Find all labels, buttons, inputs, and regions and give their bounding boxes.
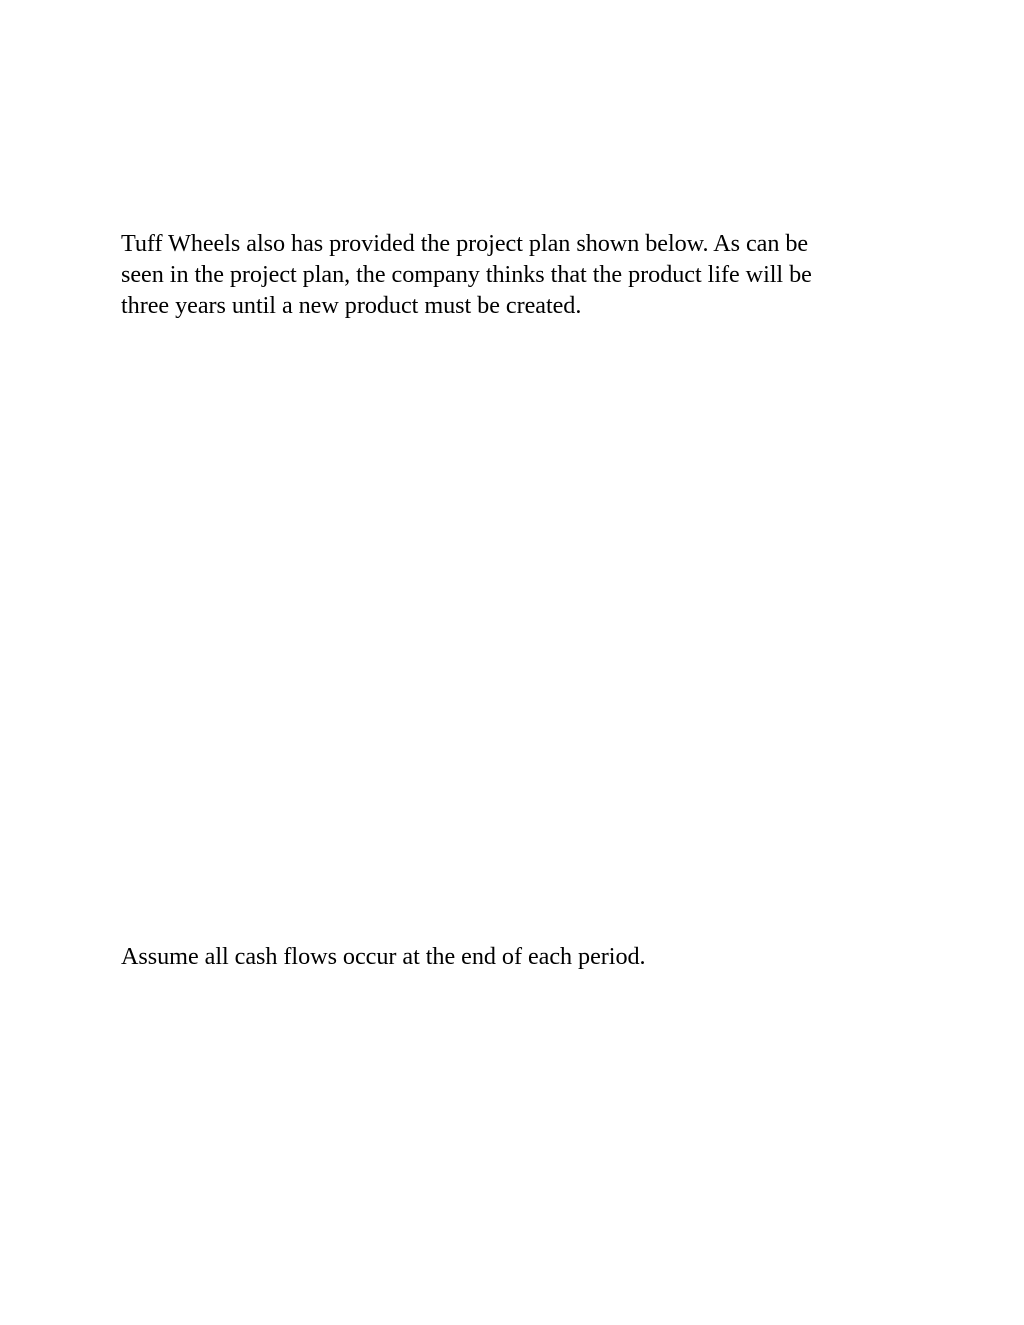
assumption-paragraph: Assume all cash flows occur at the end of each period.: [121, 943, 646, 970]
intro-paragraph: [121, 228, 911, 321]
intro-paragraph-line: Tuff Wheels also has provided the project plan shown below. As can be: [121, 230, 809, 257]
intro-paragraph-line: seen in the project plan, the company thinks that the product life will be: [121, 261, 812, 288]
intro-paragraph-line: three years until a new product must be created.: [121, 292, 582, 319]
